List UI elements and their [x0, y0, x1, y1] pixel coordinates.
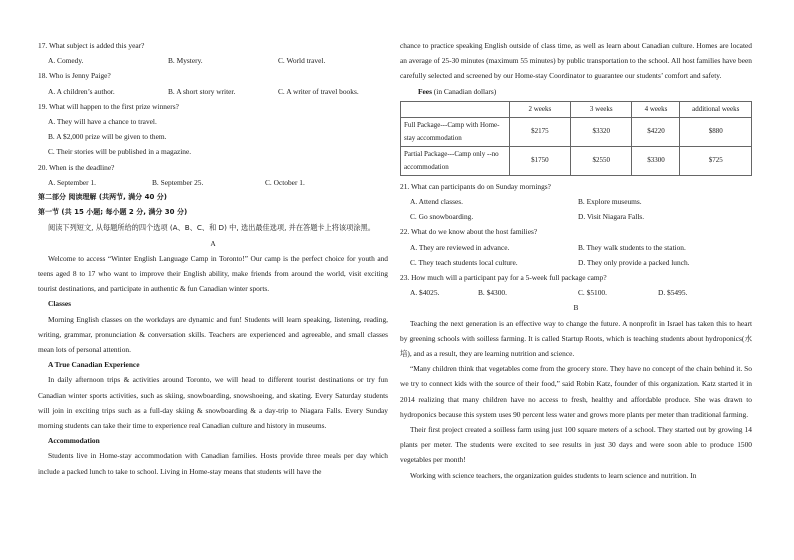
intro-paragraph: Welcome to access “Winter English Language Camp in Toronto!” Our camp is the perfect choice for youth and teens aged 8 to 17 who want to improve their English ability, make friends from around the world, visit exciting tourist destinations, and participate in authentic & fun Canadian winter sports.: [38, 253, 388, 294]
question-18-options: [38, 84, 388, 99]
option: C. They teach students local culture.: [410, 257, 518, 267]
passage-b-paragraph: “Many children think that vegetables come from the grocery store. They have no concept of the chain behind it. So we try to connect kids with the source of their food,” said Robin Katz, founder of this organization. Katz started it in 2014 realizing that many children have no access to fresh, healthy and affordable produce. She was drawn to hydroponics because this system uses 90 percent less water and grows more plants per meter than traditional farming.: [400, 364, 752, 419]
accommodation-heading: Accommodation: [48, 436, 100, 446]
option: C. Go snowboarding.: [410, 212, 474, 222]
fees-table: [400, 101, 752, 176]
question-21-options: [400, 209, 752, 224]
table-cell: $4220: [632, 117, 680, 146]
question-22-options: [400, 240, 752, 255]
question-23-options: [400, 285, 752, 300]
option: B. Mystery.: [168, 56, 203, 66]
section-one-heading: 第一节 (共 15 小题; 每小题 2 分, 满分 30 分): [38, 208, 188, 217]
table-cell: $880: [680, 117, 752, 146]
question-20-options: [38, 175, 388, 190]
table-cell: $2550: [571, 146, 632, 175]
table-cell: $2175: [509, 117, 570, 146]
row-label: Full Package---Camp with Home-stay accommodation: [401, 117, 510, 146]
question-17: 17. What subject is added this year?: [38, 41, 145, 50]
table-header-row: [401, 101, 752, 117]
table-row: [401, 146, 752, 175]
accommodation-paragraph: Students live in Home-stay accommodation with Canadian families. Hosts provide three meals per day which include a packed lunch to take to school. Living in Home-stay means that students will have the: [38, 451, 388, 476]
option: B. They walk students to the station.: [578, 242, 686, 252]
option: D. $5495.: [658, 288, 688, 298]
right-column: [400, 38, 752, 483]
question-17-options: [38, 53, 388, 68]
option: C. October 1.: [265, 177, 305, 187]
experience-paragraph: In daily afternoon trips & activities around Toronto, we will head to different tourist destinations or try fun Canadian winter sports activities, such as skiing, snowboarding, snowshoeing, and skating. Every Saturday students will join in exciting trips such as a full-day skiing & snowboarding & a day-trip to Niagara Falls. Every Sunday morning students can take their time to experience real Canadian culture and history in museums.: [38, 375, 388, 431]
question-19: 19. What will happen to the first prize winners?: [38, 101, 179, 111]
table-header: additional weeks: [680, 101, 752, 117]
option: A. Attend classes.: [410, 197, 463, 207]
passage-a-label: A: [210, 238, 216, 248]
table-cell: $3300: [632, 146, 680, 175]
option: A. They will have a chance to travel.: [48, 117, 157, 127]
table-corner: [401, 101, 510, 117]
row-label: Partial Package---Camp only --no accommodation: [401, 146, 510, 175]
passage-b-paragraph: Teaching the next generation is an effective way to change the future. A nonprofit in Israel has taken this to heart by greening schools with soilless farming. It is called Startup Roots, which is teaching students about hydroponics(水培), and as a result, they are learning nutrition and science.: [400, 318, 752, 359]
experience-heading: A True Canadian Experience: [48, 360, 140, 370]
passage-b-paragraph: Their first project created a soilless farm using just 100 square meters of a school. They started out by growing 14 plants per meter. The students were excited to see results in just 30 days and were soon able to produce 1500 vegetables per month!: [400, 425, 752, 465]
option: B. Explore museums.: [578, 197, 642, 207]
table-cell: $1750: [509, 146, 570, 175]
question-18: 18. Who is Jenny Paige?: [38, 71, 111, 81]
option: D. Visit Niagara Falls.: [578, 212, 645, 222]
passage-b-label: B: [573, 303, 579, 313]
table-header: 3 weeks: [571, 101, 632, 117]
accommodation-continued: chance to practice speaking English outside of class time, as well as learn about Canadian culture. Homes are located an average of 25-30 minutes (maximum 55 minutes) by public transportation to the school. All host families have been carefully selected and screened by our Home-stay Coordinator to guarantee our students’ comfort and safety.: [400, 41, 752, 81]
question-22: 22. What do we know about the host families?: [400, 227, 538, 237]
option: C. World travel.: [278, 56, 326, 66]
table-header: 2 weeks: [509, 101, 570, 117]
option: A. September 1.: [48, 177, 97, 187]
instructions: 阅读下列短文, 从每题所给的四个选项 (A、B、C、和 D) 中, 选出最佳选项, 并在答题卡上将该项涂黑。: [48, 223, 375, 233]
question-20: 20. When is the deadline?: [38, 162, 115, 172]
option: B. $4300.: [478, 288, 507, 298]
option: A. They are reviewed in advance.: [410, 242, 510, 252]
part-two-heading: 第二部分 阅读理解 (共两节, 满分 40 分): [38, 193, 167, 202]
option: B. A short story writer.: [168, 86, 236, 96]
passage-b-paragraph: Working with science teachers, the organization guides students to learn science and nutrition. In: [410, 470, 697, 480]
option: D. They only provide a packed lunch.: [578, 257, 690, 267]
fees-label: Fees: [418, 86, 432, 96]
option: C. A writer of travel books.: [278, 86, 359, 96]
fees-unit: (in Canadian dollars): [431, 86, 497, 96]
option: C. Their stories will be published in a magazine.: [48, 147, 192, 157]
question-22-options: [400, 255, 752, 270]
option: A. A children’s author.: [48, 86, 115, 96]
classes-paragraph: Morning English classes on the workdays are dynamic and fun! Students will learn speaking, listening, reading, writing, grammar, pronunciation & conversation skills. Teachers are experienced and agreeable, and small classes mean lots of personal attention.: [38, 314, 388, 355]
option: C. $5100.: [578, 288, 607, 298]
question-21-options: [400, 194, 752, 209]
question-23: 23. How much will a participant pay for a 5-week full package camp?: [400, 273, 607, 283]
table-header: 4 weeks: [632, 101, 680, 117]
fees-heading: [400, 84, 752, 99]
table-row: [401, 117, 752, 146]
table-cell: $725: [680, 146, 752, 175]
option: A. Comedy.: [48, 56, 84, 66]
left-column: [38, 38, 388, 479]
classes-heading: Classes: [48, 299, 71, 309]
question-21: 21. What can participants do on Sunday mornings?: [400, 181, 551, 191]
option: A. $4025.: [410, 288, 440, 298]
table-cell: $3320: [571, 117, 632, 146]
option: B. September 25.: [152, 177, 204, 187]
option: B. A $2,000 prize will be given to them.: [48, 132, 167, 142]
